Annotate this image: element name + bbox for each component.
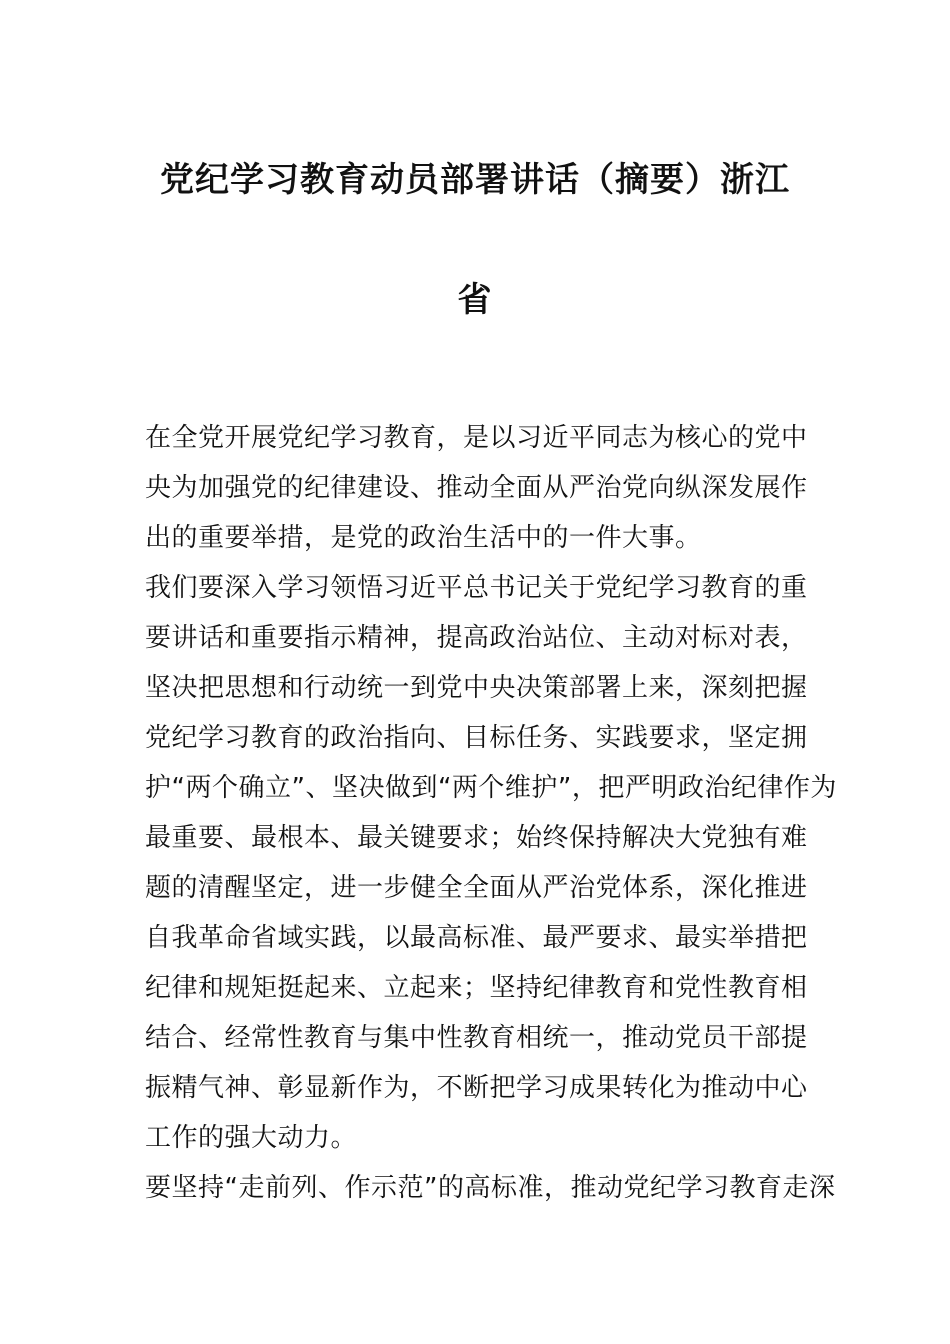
paragraph-line: 要讲话和重要指示精神，提高政治站位、主动对标对表， [145,623,808,653]
paragraph-line: 我们要深入学习领悟习近平总书记关于党纪学习教育的重 [145,573,808,603]
paragraph-line: 坚决把思想和行动统一到党中央决策部署上来，深刻把握 [145,673,808,703]
paragraph-line: 党纪学习教育的政治指向、目标任务、实践要求，坚定拥 [145,723,808,753]
paragraph-line: 在全党开展党纪学习教育，是以习近平同志为核心的党中 [145,423,808,453]
paragraph-line: 最重要、最根本、最关键要求；始终保持解决大党独有难 [145,823,808,853]
paragraph-line: 纪律和规矩挺起来、立起来；坚持纪律教育和党性教育相 [145,973,808,1003]
document-title-line-1: 党纪学习教育动员部署讲话（摘要）浙江 [160,160,790,200]
paragraph-line: 要坚持“走前列、作示范”的高标准，推动党纪学习教育走深 [145,1173,836,1203]
paragraph-line: 振精气神、彰显新作为，不断把学习成果转化为推动中心 [145,1073,808,1103]
paragraph-line: 央为加强党的纪律建设、推动全面从严治党向纵深发展作 [145,473,808,503]
paragraph-line: 出的重要举措，是党的政治生活中的一件大事。 [145,523,702,553]
paragraph-line: 自我革命省域实践，以最高标准、最严要求、最实举措把 [145,923,808,953]
paragraph-line: 结合、经常性教育与集中性教育相统一，推动党员干部提 [145,1023,808,1053]
document-title-line-2: 省 [457,280,493,320]
paragraph-line: 工作的强大动力。 [145,1123,358,1153]
paragraph-line: 护“两个确立”、坚决做到“两个维护”，把严明政治纪律作为 [145,773,837,803]
paragraph-line: 题的清醒坚定，进一步健全全面从严治党体系，深化推进 [145,873,808,903]
